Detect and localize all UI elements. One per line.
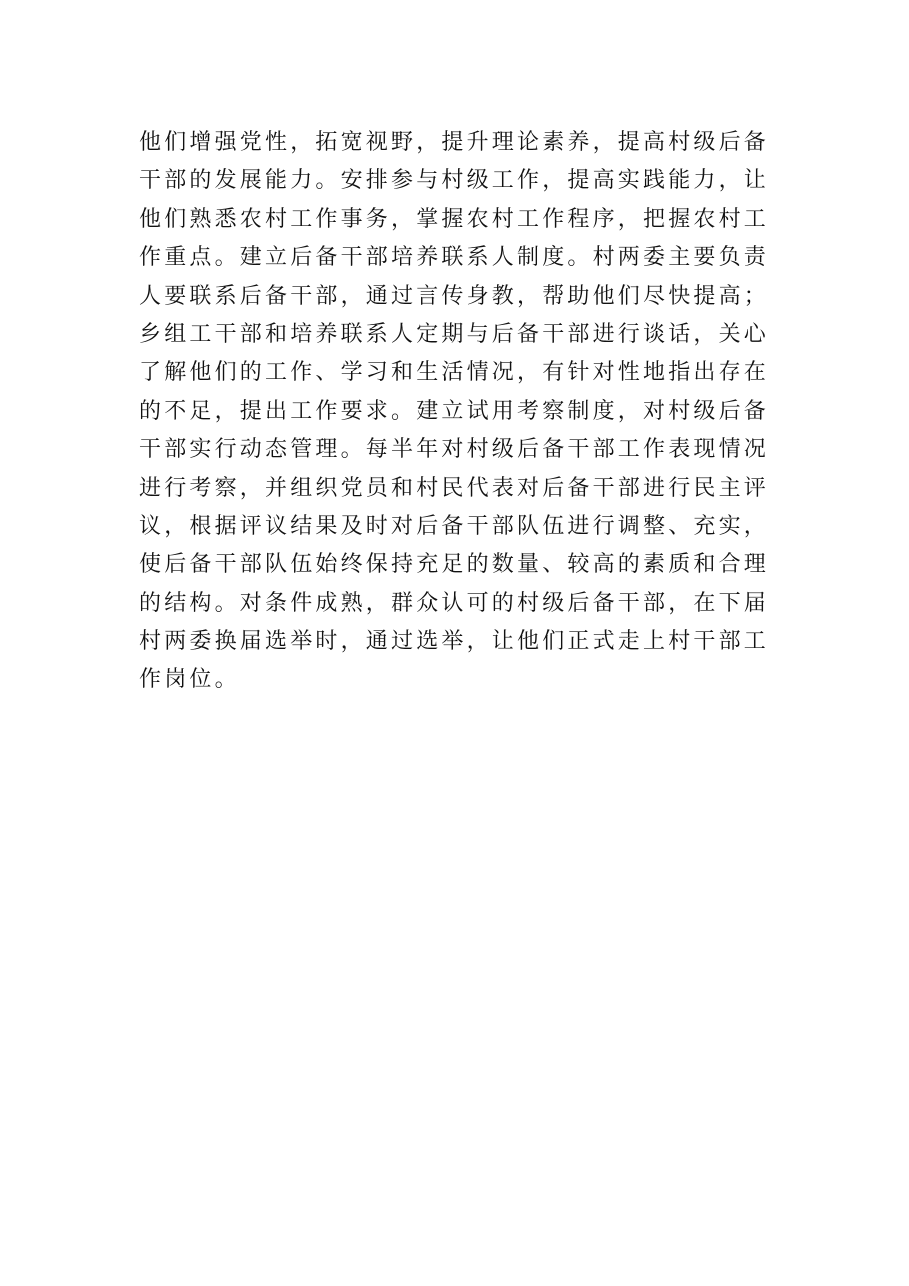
text-line: 使后备干部队伍始终保持充足的数量、较高的素质和合理 xyxy=(139,552,770,578)
text-line: 人要联系后备干部，通过言传身教，帮助他们尽快提高； xyxy=(139,283,770,309)
text-line: 了解他们的工作、学习和生活情况，有针对性地指出存在 xyxy=(139,360,770,386)
text-line: 他们增强党性，拓宽视野，提升理论素养，提高村级后备 xyxy=(139,130,770,155)
body-paragraph xyxy=(139,124,769,700)
text-line: 作重点。建立后备干部培养联系人制度。村两委主要负责 xyxy=(139,245,770,271)
text-line: 议，根据评议结果及时对后备干部队伍进行调整、充实， xyxy=(139,513,770,539)
text-line: 干部实行动态管理。每半年对村级后备干部工作表现情况 xyxy=(139,437,770,463)
text-line: 进行考察，并组织党员和村民代表对后备干部进行民主评 xyxy=(139,475,770,501)
text-line: 的结构。对条件成熟，群众认可的村级后备干部，在下届 xyxy=(139,590,770,616)
text-line: 村两委换届选举时，通过选举，让他们正式走上村干部工 xyxy=(139,629,770,655)
text-line: 他们熟悉农村工作事务，掌握农村工作程序，把握农村工 xyxy=(139,206,770,232)
text-line: 的不足，提出工作要求。建立试用考察制度，对村级后备 xyxy=(139,398,770,424)
text-line: 乡组工干部和培养联系人定期与后备干部进行谈话，关心 xyxy=(139,321,770,347)
text-line: 作岗位。 xyxy=(139,667,240,693)
text-line: 干部的发展能力。安排参与村级工作，提高实践能力，让 xyxy=(139,168,770,194)
